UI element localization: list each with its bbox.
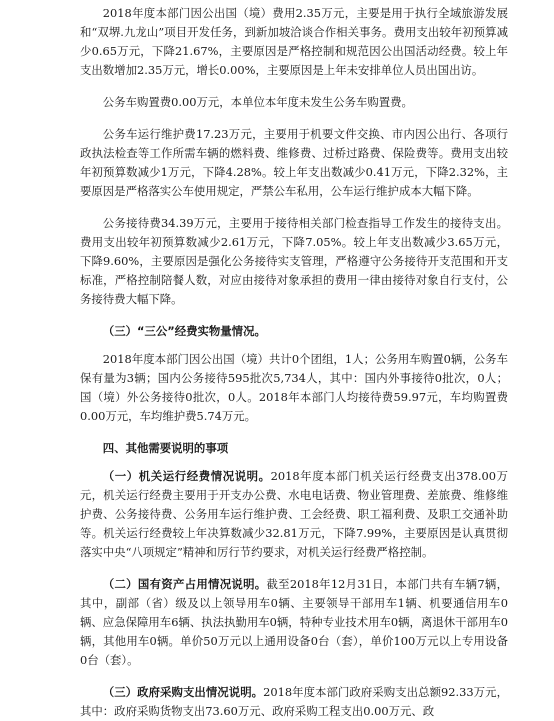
text-state-assets: 截至2018年12月31日，本部门共有车辆7辆，其中，副部（省）级及以上领导用车0辆、主要领导干部用车1辆、机要通信用车0辆、应急保障用车6辆、执法执勤用车0辆，特种专业技术用车0辆，离退休干部用车0辆，其他用车0辆。单价50万元以上通用设备0台（套），单价100万元以上专用设备0台（套）。 [80,577,508,667]
paragraph-overseas-travel: 2018年度本部门因公出国（境）费用2.35万元，主要是用于执行全域旅游发展和“双堺.九龙山”项目开发任务，到新加坡洽谈合作相关事务。费用支出较年初预算减少0.65万元，下降21.67%，主要原因是严格控制和规范因公出国活动经费。较上年支出数增加2.35万元，增长0.00%，主要原因是上年未安排单位人员出国出访。 [80,6,508,77]
lead-operating-funds: （一）机关运行经费情况说明。 [102,469,271,483]
paragraph-reception: 公务接待费34.39万元，主要用于接待相关部门检查指导工作发生的接待支出。费用支出较年初预算数减少2.61万元，下降7.05%。较上年支出数减少3.65万元，下降9.60%，主要原因是强化公务接待实支管理，严格遵守公务接待开支范围和开支标准，严格控制陪餐人数，对应由接待对象承担的费用一律由接待对象自行支付，公务接待费大幅下降。 [80,216,508,306]
paragraph-state-assets [80,575,508,670]
paragraph-vehicle-maintenance: 公务车运行维护费17.23万元，主要用于机要文件交换、市内因公出行、各项行政执法检查等工作所需车辆的燃料费、维修费、过桥过路费、保险费等。费用支出较年初预算数减少1万元，下降4.28%。较上年支出数减少0.41万元，下降2.32%，主要原因是严格落实公车使用规定，严禁公车私用，公车运行维护成本大幅下降。 [80,127,508,198]
text-procurement: 2018年度本部门政府采购支出总额92.33万元，其中：政府采购货物支出73.60万元、政府采购工程支出0.00万元、政 [80,685,508,718]
lead-state-assets: （二）国有资产占用情况说明。 [102,577,267,591]
heading-three-public-quantity: （三）“三公”经费实物量情况。 [102,324,266,338]
paragraph-quantity: 2018年度本部门因公出国（境）共计0个团组，1人；公务用车购置0辆，公务车保有量为3辆；国内公务接待595批次5,734人，其中：国内外事接待0批次，0人；国（境）外公务接待0批次，0人。2018年本部门人均接待费59.97元，车均购置费0.00万元，车均维护费5.74万元。 [80,352,508,423]
paragraph-procurement [80,683,508,721]
paragraph-operating-funds [80,467,508,562]
paragraph-vehicle-purchase: 公务车购置费0.00万元，本单位本年度未发生公务车购置费。 [102,95,413,109]
heading-other-matters: 四、其他需要说明的事项 [102,441,229,455]
lead-procurement: （三）政府采购支出情况说明。 [102,685,264,699]
text-operating-funds: 2018年度本部门机关运行经费支出378.00万元，机关运行经费主要用于开支办公费、水电电话费、物业管理费、差旅费、维修维护费、公务接待费、公务用车运行维护费、工会经费、职工福利费、及职工交通补助等。机关运行经费较上年决算数减少32.81万元，下降7.99%，主要原因是认真贯彻落实中央“八项规定”精神和厉行节约要求，对机关运行经费严格控制。 [80,469,508,559]
